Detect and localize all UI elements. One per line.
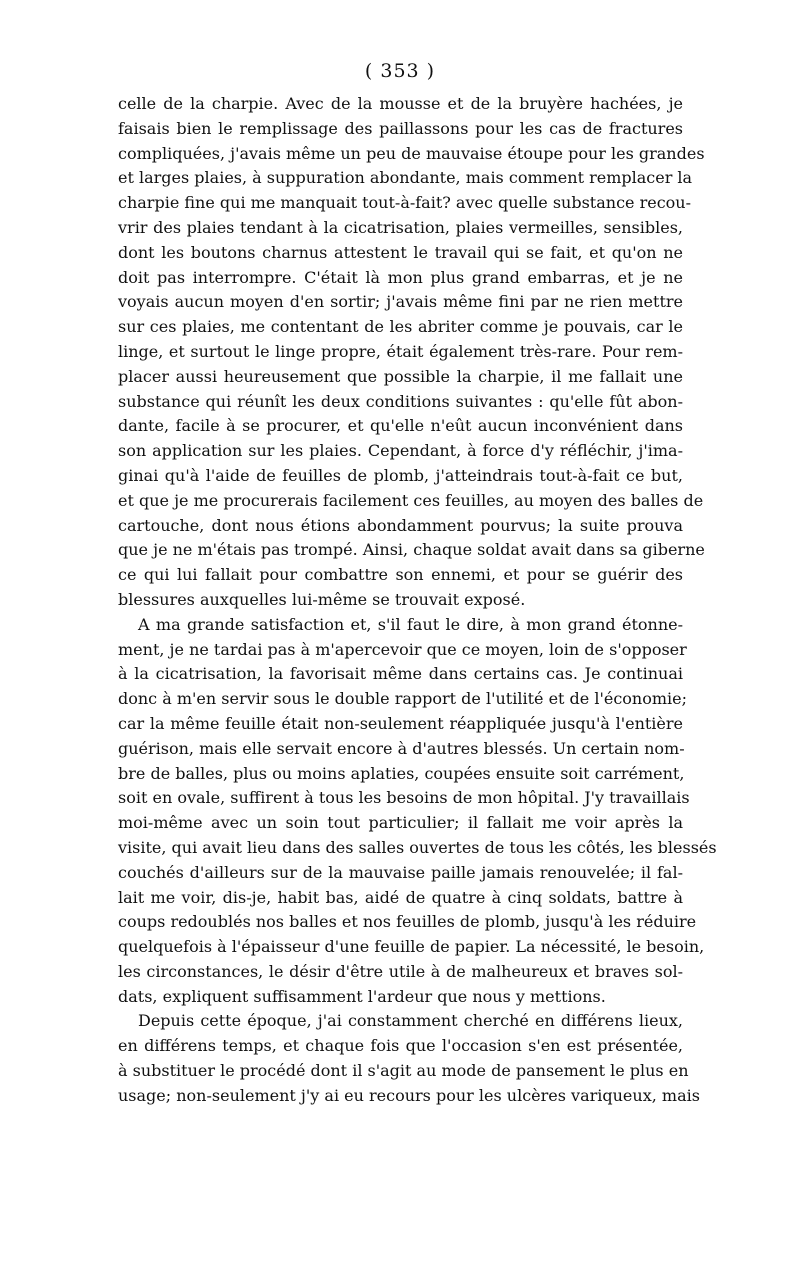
paragraph	[118, 1009, 700, 1108]
text-line: charpie fine qui me manquait tout-à-fait? avec quelle substance recou-	[118, 193, 692, 213]
text-line: donc à m'en servir sous le double rapport de l'utilité et de l'économie;	[118, 689, 688, 709]
text-line: sur ces plaies, me contentant de les abriter comme je pouvais, car le	[118, 317, 683, 337]
text-line: lait me voir, dis-je, habit bas, aidé de quatre à cinq soldats, battre à	[118, 887, 683, 907]
text-line: blessures auxquelles lui-même se trouvait exposé.	[118, 589, 526, 609]
page-number: ( 353 )	[364, 60, 436, 82]
paragraph	[118, 92, 705, 613]
text-line: les circonstances, le désir d'être utile à de malheureux et braves sol-	[118, 961, 683, 981]
paragraph	[118, 613, 717, 1010]
text-line: linge, et surtout le linge propre, était également très-rare. Pour rem-	[118, 341, 683, 361]
text-line: placer aussi heureusement que possible la charpie, il me fallait une	[118, 366, 683, 386]
text-line: bre de balles, plus ou moins aplaties, coupées ensuite soit carrément,	[118, 763, 685, 783]
text-line: voyais aucun moyen d'en sortir; j'avais même fini par ne rien mettre	[118, 292, 683, 312]
text-line: usage; non-seulement j'y ai eu recours pour les ulcères variqueux, mais	[118, 1085, 700, 1105]
text-line: Depuis cette époque, j'ai constamment cherché en différens lieux,	[138, 1011, 683, 1031]
text-line: quelquefois à l'épaisseur d'une feuille de papier. La nécessité, le besoin,	[118, 937, 705, 957]
text-line: dante, facile à se procurer, et qu'elle n'eût aucun inconvénient dans	[118, 416, 683, 436]
text-line: et larges plaies, à suppuration abondante, mais comment remplacer la	[118, 168, 693, 188]
text-line: compliquées, j'avais même un peu de mauvaise étoupe pour les grandes	[118, 143, 705, 163]
text-line: ce qui lui fallait pour combattre son ennemi, et pour se guérir des	[118, 565, 683, 585]
text-line: que je ne m'étais pas trompé. Ainsi, chaque soldat avait dans sa giberne	[118, 540, 705, 560]
text-line: substance qui réunît les deux conditions suivantes : qu'elle fût abon-	[118, 391, 683, 411]
text-line: dats, expliquent suffisamment l'ardeur que nous y mettions.	[118, 986, 606, 1006]
text-line: faisais bien le remplissage des paillassons pour les cas de fractures	[118, 118, 683, 138]
text-line: dont les boutons charnus attestent le travail qui se fait, et qu'on ne	[118, 242, 683, 262]
text-line: cartouche, dont nous étions abondamment pourvus; la suite prouva	[118, 515, 683, 535]
text-line: son application sur les plaies. Cependant, à force d'y réfléchir, j'ima-	[118, 441, 683, 461]
text-line: soit en ovale, suffirent à tous les besoins de mon hôpital. J'y travaillais	[118, 788, 690, 808]
text-line: doit pas interrompre. C'était là mon plus grand embarras, et je ne	[118, 267, 683, 287]
text-line: à substituer le procédé dont il s'agit au mode de pansement le plus en	[118, 1061, 689, 1081]
text-line: ginai qu'à l'aide de feuilles de plomb, j'atteindrais tout-à-fait ce but,	[118, 465, 683, 485]
text-line: guérison, mais elle servait encore à d'autres blessés. Un certain nom-	[118, 738, 685, 758]
text-line: couchés d'ailleurs sur de la mauvaise paille jamais renouvelée; il fal-	[118, 862, 683, 882]
text-line: visite, qui avait lieu dans des salles ouvertes de tous les côtés, les blessés	[118, 837, 717, 857]
text-line: moi-même avec un soin tout particulier; il fallait me voir après la	[118, 813, 683, 833]
text-line: à la cicatrisation, la favorisait même dans certains cas. Je continuai	[118, 664, 683, 684]
text-line: et que je me procurerais facilement ces feuilles, au moyen des balles de	[118, 490, 704, 510]
body-text	[118, 92, 717, 1109]
text-line: A ma grande satisfaction et, s'il faut le dire, à mon grand étonne-	[138, 614, 683, 634]
text-line: vrir des plaies tendant à la cicatrisation, plaies vermeilles, sensibles,	[118, 217, 683, 237]
text-line: celle de la charpie. Avec de la mousse et de la bruyère hachées, je	[118, 94, 683, 113]
text-line: ment, je ne tardai pas à m'apercevoir que ce moyen, loin de s'opposer	[118, 639, 687, 659]
text-line: coups redoublés nos balles et nos feuilles de plomb, jusqu'à les réduire	[118, 912, 697, 932]
text-line: car la même feuille était non-seulement réappliquée jusqu'à l'entière	[118, 713, 683, 733]
text-line: en différens temps, et chaque fois que l'occasion s'en est présentée,	[118, 1036, 683, 1056]
